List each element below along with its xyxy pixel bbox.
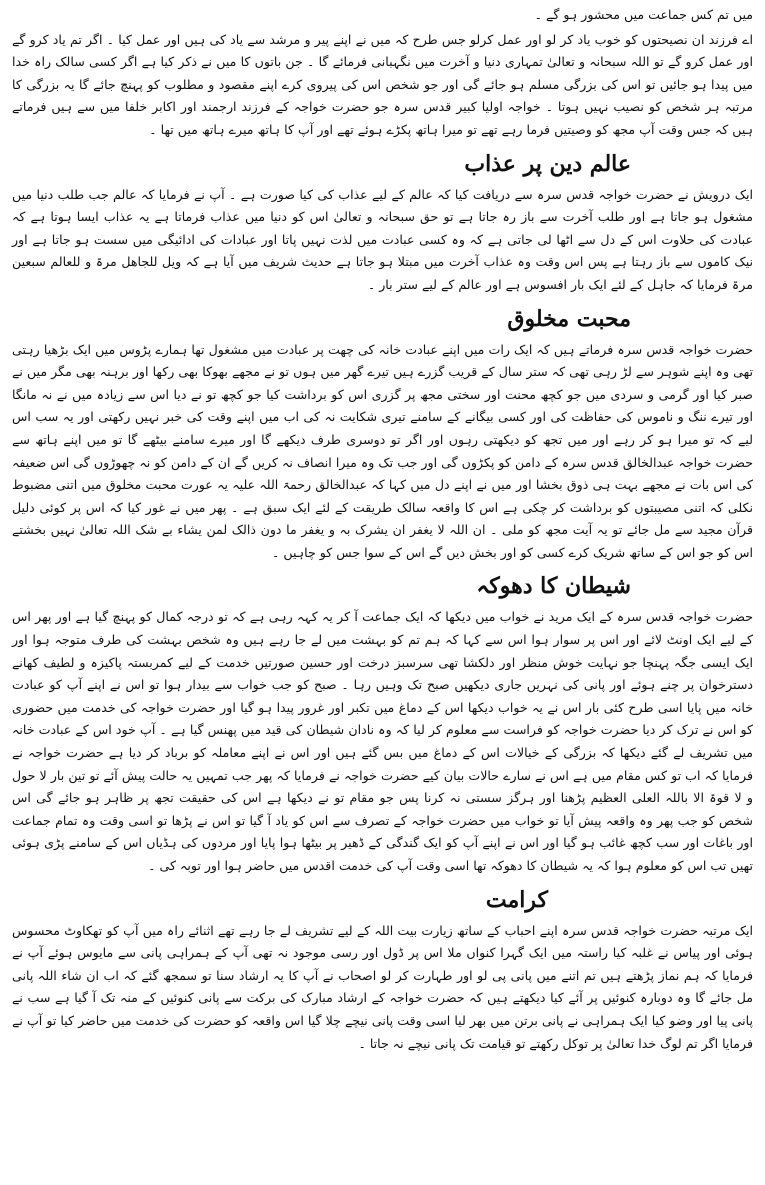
paragraph: حضرت خواجہ قدس سرہ کے ایک مرید نے خواب میں دیکھا کہ ایک جماعت آ کر یہ کہہ رہی ہے کہ تو درجہ کمال کو پہنچ گیا ہے اور پھر اس کے لیے ایک اونٹ لائے اور اس پر سوار ہوا اس سے کہا کہ ہم تم کو بہشت میں لے جا رہے ہیں وہ شخص بہشت کی طرف متوجہ ہوا اور ایک ایسی جگہ پہنچا جو نہایت خوش منظر اور دلکشا تھی سرسبز درخت اور حسین صورتیں خدمت کے لیے کمربستہ پاکیزہ و لطیف کھانے دسترخوان پر چنے ہوئے اور پانی کی نہریں جاری دیکھیں صبح تک وہیں رہا ۔ صبح کو جب خواب سے بیدار ہوا تو اس نے اپنے آپ کو عبادت خانہ میں پایا اسی طرح کئی بار اس نے یہ خواب دیکھا اس کے دماغ میں تکبر اور غرور پیدا ہو گیا اور حضرت خواجہ کی خدمت میں حضوری کو اس نے ترک کر دیا حضرت خواجہ کو فراست سے معلوم کر لیا کہ وہ نادان شیطان کی قید میں پھنس گیا ہے ۔ آپ خود اس کے عبادت خانہ میں تشریف لے گئے دیکھا کہ بزرگی کے خیالات اس کے دماغ میں بس گئے ہیں اور اس نے اپنے معاملہ کو برباد کر دیا ہے حضرت خواجہ نے فرمایا کہ اب تو کس مقام میں ہے اس نے سارے حالات بیان کیے حضرت خواجہ نے فرمایا کہ پھر جب تمہیں یہ حالت پیش آئے تو تین بار لا حول و لا قوۃ الا باللہ العلی العظیم پڑھنا اور ہرگز سستی نہ کرنا پس جو مقام تو نے دیکھا ہے اس کی حقیقت تجھ پر ظاہر ہو جائے گی اس شخص کو جب پھر وہ واقعہ پیش آیا تو خواب میں حضرت خواجہ کے تصرف سے اس کو یاد آ گیا تو اس نے پڑھا تو اسی وقت وہ تمام جماعت اور باغات اور سب کچھ غائب ہو گیا اور اس نے اپنے آپ کو ایک گندگی کے ڈھیر پر بیٹھا ہوا پایا اور مردوں کی ہڈیاں اس کے سامنے پڑی ہوئی تھیں تب اس کو معلوم ہوا کہ یہ شیطان کا دھوکہ تھا اسی وقت آپ کی خدمت اقدس میں حاضر ہوا اور توبہ کی ۔ [12, 609, 753, 873]
paragraph: میں تم کس جماعت میں محشور ہو گے ۔ [534, 7, 753, 22]
paragraph: حضرت خواجہ قدس سرہ فرماتے ہیں کہ ایک رات میں اپنے عبادت خانہ کی چھت پر عبادت میں مشغول تھا ہمارے پڑوس میں ایک بڑھیا رہتی تھی وہ اپنے شوہر سے لڑ رہی تھی کہ ستر سال کے قریب گزرے ہیں تیرے گھر میں ہوں تو نے مجھے بھوکا بھی رکھا اور برہنہ بھی مگر میں نے صبر کیا اور گرمی و سردی میں جو کچھ محنت اور سختی مجھ پر گزری اس کو برداشت کیا جو کچھ تو نے دیا اس سے زیادہ میں نے نہ مانگا اور تیرے ننگ و ناموس کی حفاظت کی اور کسی بیگانے کے سامنے تیری شکایت نہ کی اب میں اپنے وقت کی خبر نہیں رکھتی اور یہ سب اس لیے کہ تو میرا ہو کر رہے اور میں تجھ کو دیکھتی رہوں اور اگر تو دوسری طرف دیکھے گا اور میرے سامنے بیٹھے گا تو میں اپنے ہاتھ سے حضرت خواجہ عبدالخالق قدس سرہ کے دامن کو پکڑوں گی اور جب تک وہ میرا انصاف نہ کریں گے ان کے دامن کو نہ چھوڑوں گی اس ضعیفہ کی اس بات نے مجھے بہت ہی ذوق بخشا اور میں نے اپنے دل میں کہا کہ عبدالخالق رحمۃ اللہ علیہ یہ عورت محبت مخلوق میں اتنی مضبوط نکلی کہ اتنی مصیبتوں کو برداشت کر چکی ہے اس کا واقعہ سالک طریقت کے لئے ایک سبق ہے ۔ پھر میں نے غور کیا کہ اس پر کوئی دلیل قرآن مجید سے مل جائے تو یہ آیت مجھ کو ملی ۔ ان اللہ لا یغفر ان یشرک بہ و یغفر ما دون ذالک لمن یشاء بے شک اللہ تعالیٰ نہیں بخشتے اس کو جو اس کے ساتھ شریک کرے کسی کو اور بخش دیں گے اس کے سوا جس کو چاہیں ۔ [12, 341, 753, 560]
paragraph: اے فرزند ان نصیحتوں کو خوب یاد کر لو اور عمل کرلو جس طرح کہ میں نے اپنے پیر و مرشد سے یاد کی ہیں اور عمل کیا ۔ اگر تم یاد کرو گے اور عمل کرو گے تو اللہ سبحانہ و تعالیٰ تمہاری دنیا و آخرت میں نگہبانی فرمائے گا ۔ جن باتوں کا میں نے ذکر کیا ہے اگر کسی سالک راہ خدا میں پیدا ہو جائیں تو اس کی بزرگی مسلم ہو جائے گی اور جو شخص اس کی پیروی کرے اپنے مقصود و مطلوب کو پہنچ جائے گا یہ بزرگی کا مرتبہ ہر شخص کو نصیب نہیں ہوتا ۔ خواجہ اولیا کبیر قدس سرہ جو حضرت خواجہ کے فرزند ارجمند اور اکابر خلفا میں سے ہیں فرماتے ہیں کہ جس وقت آپ مجھ کو وصیتیں فرما رہے تھے تو میرا ہاتھ پکڑے ہوئے تھے اور آپ کا ہاتھ میرے ہاتھ میں تھا ۔ [12, 31, 753, 137]
section-opening [12, 4, 753, 142]
section-shaitan-ka-dhoka [12, 566, 753, 877]
paragraph: ایک مرتبہ حضرت خواجہ قدس سرہ اپنے احباب کے ساتھ زیارت بیت اللہ کے لیے تشریف لے جا رہے تھے اثنائے راہ میں آپ کو تھکاوٹ محسوس ہوئی اور پیاس نے غلبہ کیا راستہ میں ایک گہرا کنواں ملا اس پر ڈول اور رسی موجود نہ تھی آپ کے ہمراہی پانی سے مایوس ہوئے آپ نے فرمایا کہ ہم نماز پڑھتے ہیں تم اتنے میں پانی پی لو اور طہارت کر لو اصحاب نے آپ کا یہ ارشاد سنا تو سمجھ گئے کہ اب ان شاء اللہ پانی مل جائے گا وہ دوبارہ کنوئیں پر آئے کیا دیکھتے ہیں کہ حضرت خواجہ کے ارشاد مبارک کی برکت سے پانی کنوئیں کے منہ تک آ گیا ہے سب نے پانی پیا اور وضو کیا ایک ہمراہی نے پانی برتن میں بھر لیا اسی وقت پانی نیچے چلا گیا اس واقعہ کو حضرت کی خدمت میں حاضر کیا تو آپ نے فرمایا اگر تم لوگ خدا تعالیٰ پر توکل رکھتے تو قیامت تک پانی نیچے نہ جاتا ۔ [12, 922, 753, 1051]
section-mohabbat-e-makhlooq [12, 299, 753, 565]
section-heading: محبت مخلوق [507, 305, 631, 332]
section-alim-e-deen [12, 144, 753, 297]
section-heading: کرامت [485, 886, 548, 913]
section-heading: شیطان کا دھوکہ [476, 573, 631, 600]
paragraph: ایک درویش نے حضرت خواجہ قدس سرہ سے دریافت کیا کہ عالم کے لیے عذاب کی کیا صورت ہے ۔ آپ نے فرمایا کہ عالم جب طلب دنیا میں مشغول ہو جاتا ہے اور طلب آخرت سے باز رہ جاتا ہے تو حق سبحانہ و تعالیٰ اس کو دنیا میں عذاب فرماتا ہے یہ عذاب ایسا ہوتا ہے کہ عبادت کی حلاوت اس کے دل سے اٹھا لی جاتی ہے کہ وہ کسی عبادت میں لذت نہیں پاتا اور عبادات کی ادائیگی میں سست ہو جاتا ہے اور نیک کاموں سے باز رہتا ہے پس اس وقت وہ عذاب آخرت میں مبتلا ہو جاتا ہے حدیث شریف میں آیا ہے کہ ویل للجاھل مرۃ و للعالم سبعین مرۃ فرمایا کہ جاہل کے لئے ایک بار افسوس ہے اور عالم کے لیے ستر بار ۔ [12, 186, 753, 292]
section-heading: عالم دین پر عذاب [464, 150, 631, 177]
section-karamat [12, 880, 753, 1056]
